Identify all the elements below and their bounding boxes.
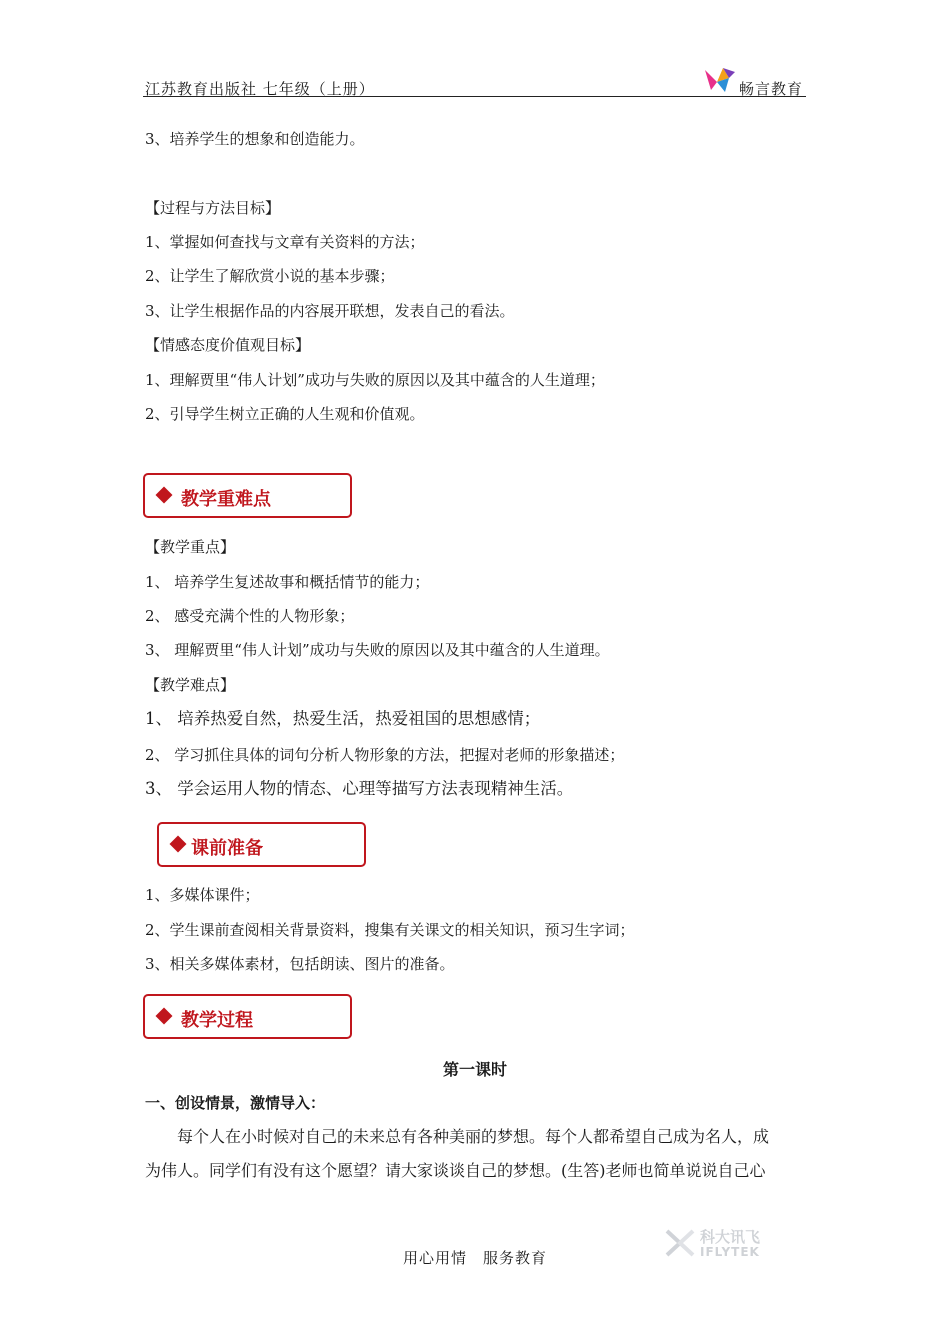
section-key-points-box — [143, 473, 352, 518]
emotion-goal-item: 2、引导学生树立正确的人生观和价值观。 — [145, 405, 425, 423]
changyan-logo-icon — [703, 64, 737, 94]
goal-line: 3、培养学生的想象和创造能力。 — [145, 130, 365, 148]
intro-paragraph-line: 每个人在小时候对自己的未来总有各种美丽的梦想。每个人都希望自己成为名人，成 — [177, 1127, 770, 1146]
key-point-item: 1、 培养学生复述故事和概括情节的能力； — [145, 573, 430, 591]
section-title: 教学重难点 — [181, 489, 271, 510]
difficult-points-heading: 【教学难点】 — [145, 676, 236, 694]
prep-item: 3、相关多媒体素材，包括朗读、图片的准备。 — [145, 955, 455, 973]
section-title: 教学过程 — [181, 1010, 253, 1031]
key-point-item: 3、 理解贾里“伟人计划”成功与失败的原因以及其中蕴含的人生道理。 — [145, 641, 610, 659]
prep-item: 2、学生课前查阅相关背景资料，搜集有关课文的相关知识，预习生字词； — [145, 921, 635, 939]
process-goal-item: 1、掌握如何查找与文章有关资料的方法； — [145, 233, 425, 251]
iflytek-watermark-cn: 科大讯飞 — [700, 1228, 761, 1246]
diamond-icon — [156, 487, 173, 504]
difficult-point-item: 1、 培养热爱自然，热爱生活，热爱祖国的思想感情； — [145, 709, 541, 728]
prep-item: 1、多媒体课件； — [145, 886, 260, 904]
iflytek-watermark-en: IFLYTEK — [700, 1245, 760, 1259]
key-points-heading: 【教学重点】 — [145, 538, 236, 556]
emotion-goal-item: 1、理解贾里“伟人计划”成功与失败的原因以及其中蕴含的人生道理； — [145, 371, 605, 389]
iflytek-watermark — [664, 1226, 784, 1262]
header-publisher: 江苏教育出版社 七年级（上册） — [145, 80, 375, 98]
diamond-icon — [170, 836, 187, 853]
process-goal-item: 3、让学生根据作品的内容展开联想，发表自己的看法。 — [145, 302, 515, 320]
section-title: 课前准备 — [191, 838, 263, 859]
difficult-point-item: 3、 学会运用人物的情态、心理等描写方法表现精神生活。 — [145, 779, 574, 798]
emotion-goals-heading: 【情感态度价值观目标】 — [145, 336, 311, 354]
footer-slogan: 用心用情 服务教育 — [402, 1249, 547, 1267]
iflytek-logo-icon — [664, 1228, 696, 1258]
section-prep-box — [157, 822, 366, 867]
key-point-item: 2、 感受充满个性的人物形象； — [145, 607, 355, 625]
header-brand: 畅言教育 — [739, 80, 804, 98]
section-process-box — [143, 994, 352, 1039]
intro-paragraph-line: 为伟人。同学们有没有这个愿望？请大家谈谈自己的梦想。(生答)老师也简单说说自己心 — [145, 1161, 766, 1180]
difficult-point-item: 2、 学习抓住具体的词句分析人物形象的方法，把握对老师的形象描述； — [145, 746, 625, 764]
header-divider — [143, 96, 806, 97]
process-goals-heading: 【过程与方法目标】 — [145, 199, 281, 217]
process-goal-item: 2、让学生了解欣赏小说的基本步骤； — [145, 267, 395, 285]
diamond-icon — [156, 1008, 173, 1025]
lesson-title: 第一课时 — [442, 1060, 507, 1079]
step-heading: 一、创设情景，激情导入： — [145, 1094, 326, 1112]
